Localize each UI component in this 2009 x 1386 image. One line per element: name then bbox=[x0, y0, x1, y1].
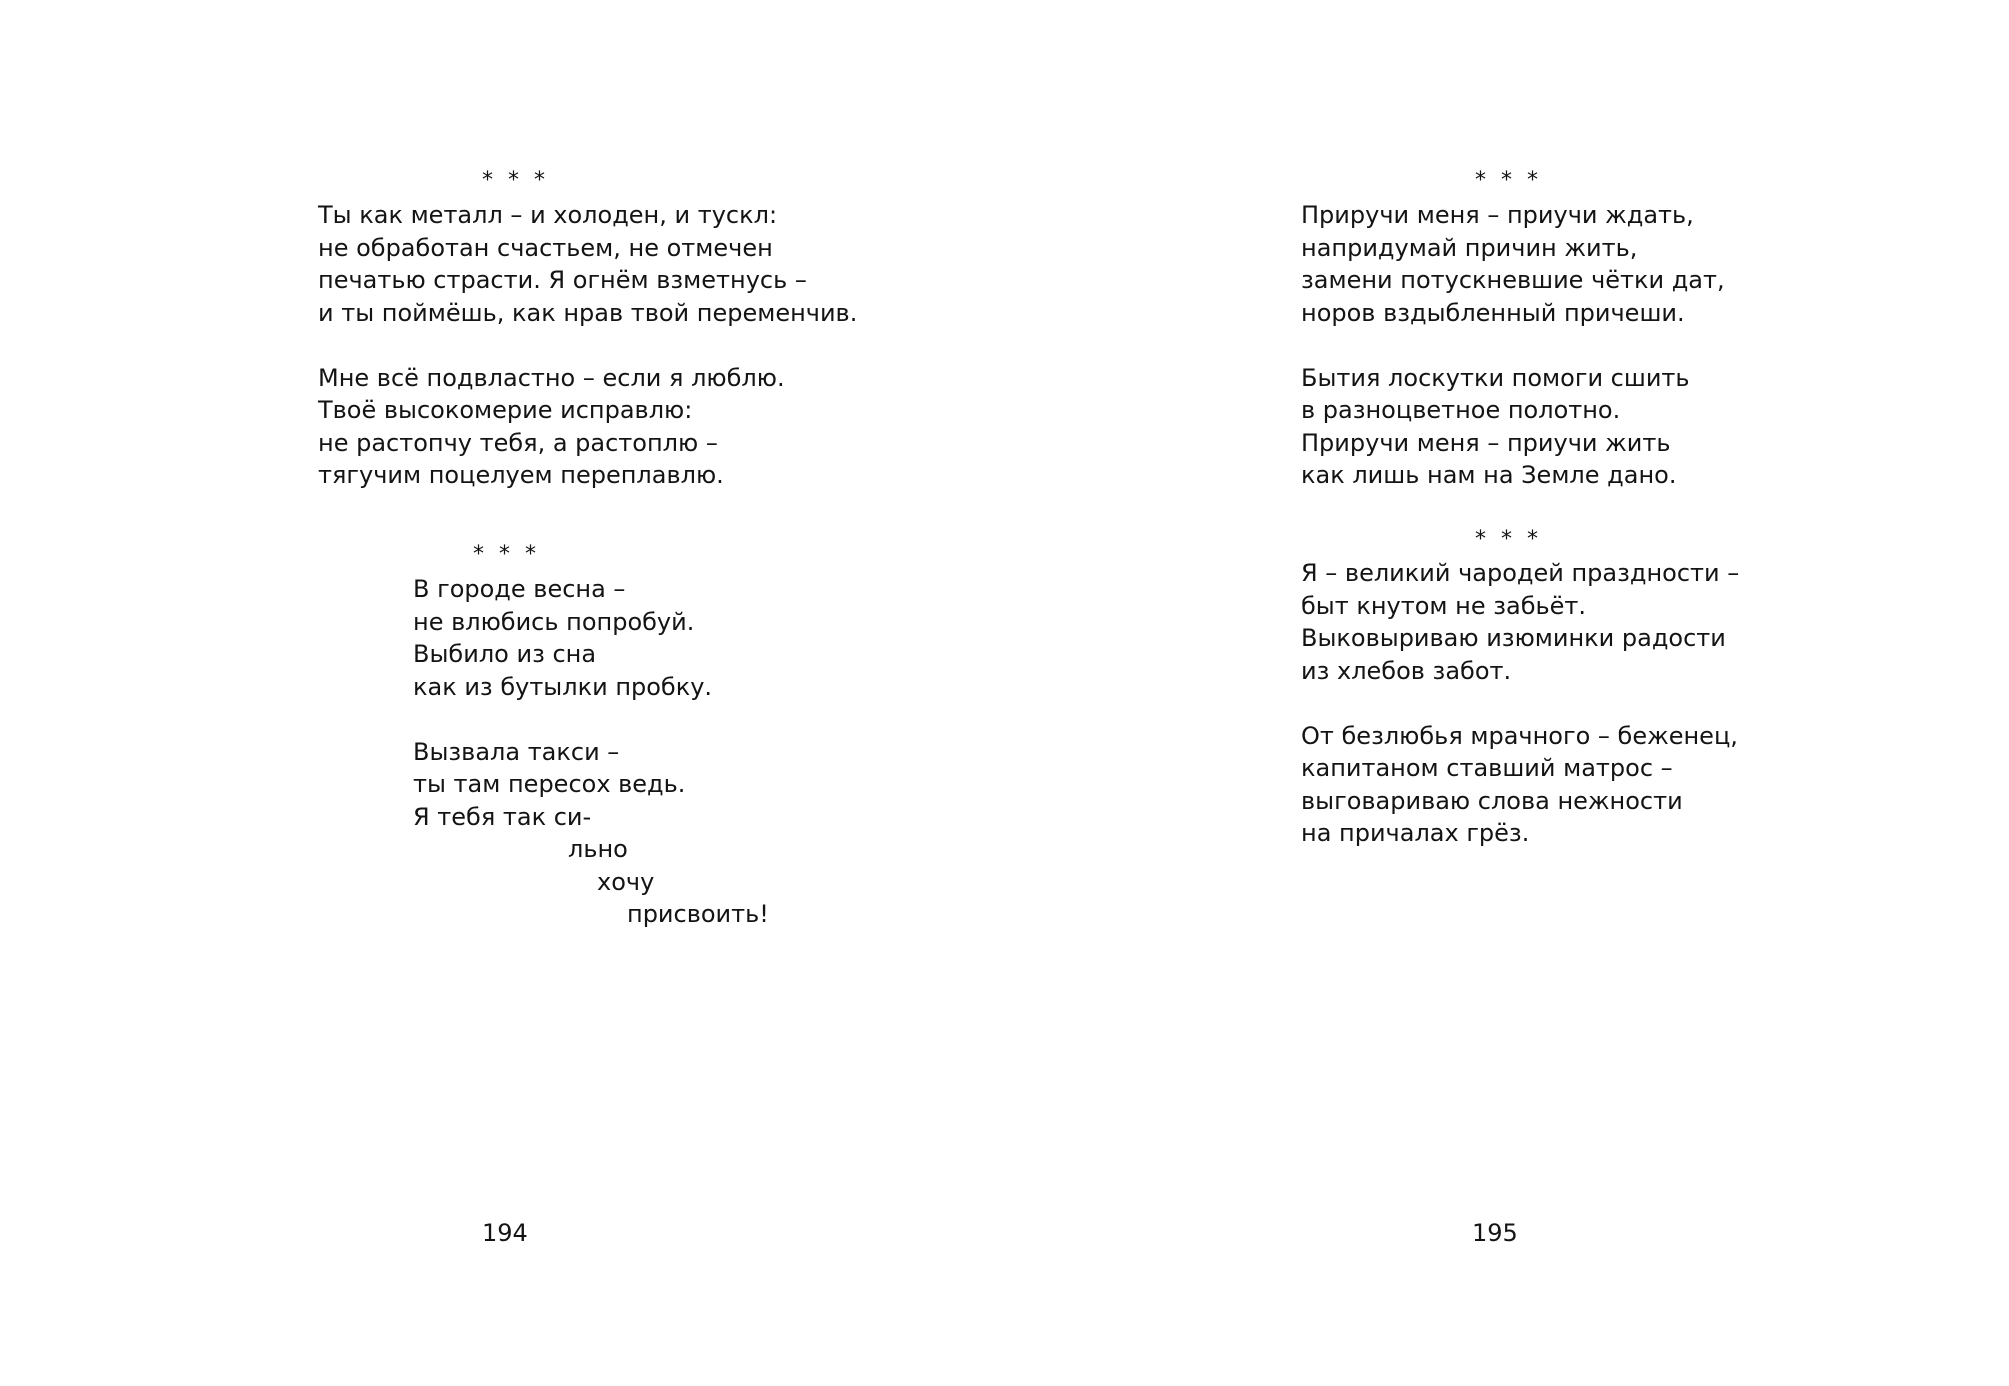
poem-line: Вызвала такси – bbox=[413, 737, 620, 766]
poem-sorcerer bbox=[1301, 557, 1739, 850]
poem-line: замени потускневшие чётки дат, bbox=[1301, 266, 1725, 294]
poem-separator: * * * bbox=[1475, 168, 1542, 193]
poem-line: тягучим поцелуем переплавлю. bbox=[318, 461, 724, 489]
poem-line: не обработан счастьем, не отмечен bbox=[318, 233, 773, 262]
poem-line: Выбило из сна bbox=[413, 640, 597, 668]
poem-line: Выковыриваю изюминки радости bbox=[1301, 624, 1726, 652]
poem-line: в разноцветное полотно. bbox=[1301, 396, 1621, 424]
poem-stair-line: присвоить! bbox=[627, 900, 769, 928]
poem-line: из хлебов забот. bbox=[1301, 656, 1512, 685]
poem-line: как из бутылки пробку. bbox=[413, 672, 713, 701]
poem-separator: * * * bbox=[473, 542, 540, 567]
stanza-gap bbox=[318, 329, 857, 362]
poem-line: норов вздыбленный причеши. bbox=[1301, 298, 1685, 327]
left-page bbox=[0, 0, 1004, 1386]
poem-line: на причалах грёз. bbox=[1301, 819, 1530, 847]
poem-line: не влюбись попробуй. bbox=[413, 607, 695, 636]
right-page bbox=[1005, 0, 2009, 1386]
poem-line: Приручи меня – приучи ждать, bbox=[1301, 201, 1694, 229]
poem-line: В городе весна – bbox=[413, 575, 626, 603]
page-number: 194 bbox=[482, 1219, 528, 1247]
poem-stair-line: льно bbox=[568, 835, 628, 863]
poem-line: От безлюбья мрачного – беженец, bbox=[1301, 721, 1738, 750]
poem-line: напридумай причин жить, bbox=[1301, 233, 1638, 262]
poem-line: как лишь нам на Земле дано. bbox=[1301, 461, 1677, 489]
poem-line: быт кнутом не забьёт. bbox=[1301, 591, 1587, 620]
poem-line: Ты как металл – и холоден, и тускл: bbox=[318, 201, 778, 229]
poem-line: Я тебя так си- bbox=[413, 802, 592, 831]
poem-line: выговариваю слова нежности bbox=[1301, 786, 1683, 815]
poem-line: ты там пересох ведь. bbox=[413, 770, 686, 798]
stanza-gap bbox=[413, 703, 769, 736]
poem-line: капитаном ставший матрос – bbox=[1301, 754, 1673, 782]
poem-line: Приручи меня – приучи жить bbox=[1301, 428, 1671, 457]
poem-separator: * * * bbox=[482, 168, 549, 193]
poem-line: Бытия лоскутки помоги сшить bbox=[1301, 363, 1690, 392]
poem-line: и ты поймёшь, как нрав твой переменчив. bbox=[318, 298, 858, 327]
stanza-gap bbox=[1301, 687, 1739, 720]
poem-line: не растопчу тебя, а растоплю – bbox=[318, 428, 718, 457]
poem-line: печатью страсти. Я огнём взметнусь – bbox=[318, 266, 807, 294]
poem-separator: * * * bbox=[1475, 527, 1542, 552]
stanza-gap bbox=[1301, 329, 1725, 362]
poem-stair-line: хочу bbox=[597, 867, 655, 896]
poem-line: Твоё высокомерие исправлю: bbox=[318, 396, 693, 424]
poem-metal bbox=[318, 199, 857, 492]
poem-line: Я – великий чародей праздности – bbox=[1301, 559, 1740, 587]
poem-spring bbox=[413, 573, 769, 931]
page-number: 195 bbox=[1472, 1219, 1518, 1247]
poem-line: Мне всё подвластно – если я люблю. bbox=[318, 363, 785, 392]
poem-tame-me bbox=[1301, 199, 1725, 492]
